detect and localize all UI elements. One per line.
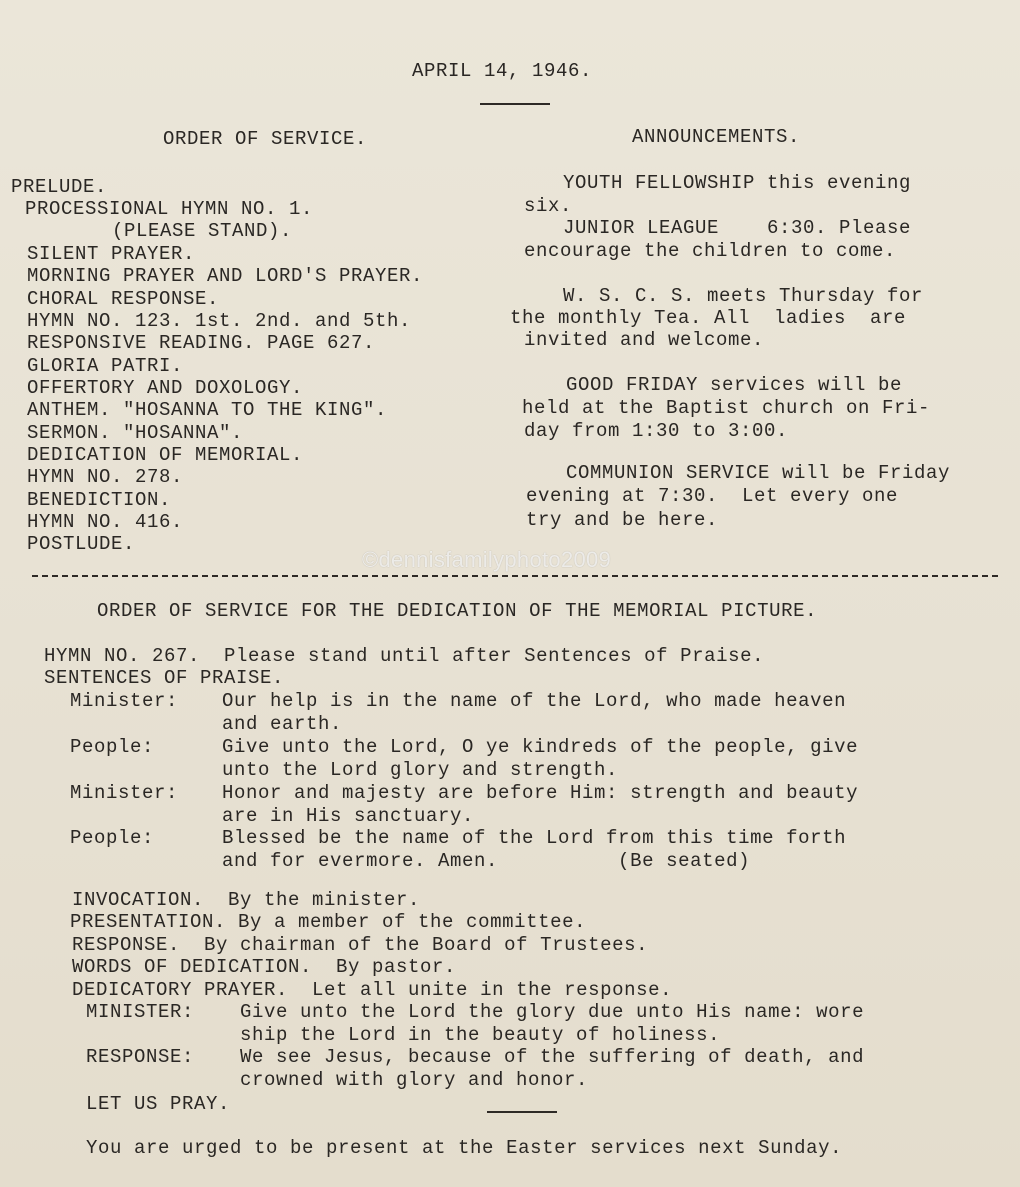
order-item: MORNING PRAYER AND LORD'S PRAYER. [27, 265, 424, 287]
dedication-title: ORDER OF SERVICE FOR THE DEDICATION OF THE MEMORIAL PICTURE. [97, 600, 818, 622]
announcement-line: day from 1:30 to 3:00. [524, 420, 789, 442]
prayer-line: We see Jesus, because of the suffering of death, and [240, 1046, 865, 1068]
litany-line: Give unto the Lord, O ye kindreds of the people, give [222, 736, 859, 758]
watermark: ©dennisfamilyphoto2009 [362, 547, 612, 572]
prayer-line: Give unto the Lord the glory due unto His name: wore [240, 1001, 865, 1023]
dedication-order-item: RESPONSE. By chairman of the Board of Trustees. [72, 934, 649, 956]
announcement-line: COMMUNION SERVICE will be Friday [566, 462, 951, 484]
order-item: PROCESSIONAL HYMN NO. 1. [25, 198, 314, 220]
dedication-order-item: PRESENTATION. By a member of the committee. [70, 911, 587, 933]
order-item: HYMN NO. 416. [27, 511, 184, 533]
announcement-line: GOOD FRIDAY services will be [566, 374, 903, 396]
order-item: SERMON. "HOSANNA". [27, 422, 244, 444]
announcement-line: YOUTH FELLOWSHIP this evening [563, 172, 912, 194]
litany-speaker: Minister: [70, 690, 179, 712]
announcement-line: evening at 7:30. Let every one [526, 485, 899, 507]
litany-line: and earth. [222, 713, 343, 735]
dedication-order-item: DEDICATORY PRAYER. Let all unite in the response. [72, 979, 673, 1001]
litany-line: Blessed be the name of the Lord from this time forth [222, 827, 847, 849]
litany-line: Honor and majesty are before Him: strength and beauty [222, 782, 859, 804]
announcement-line: six. [524, 195, 573, 217]
order-item: ANTHEM. "HOSANNA TO THE KING". [27, 399, 388, 421]
litany-speaker: People: [70, 827, 155, 849]
section-divider [32, 575, 998, 577]
litany-line: are in His sanctuary. [222, 805, 475, 827]
announcement-line: invited and welcome. [524, 329, 765, 351]
litany-speaker: People: [70, 736, 155, 758]
sentences-heading: SENTENCES OF PRAISE. [44, 667, 285, 689]
litany-line: and for evermore. Amen. (Be seated) [222, 850, 751, 872]
order-item: DEDICATION OF MEMORIAL. [27, 444, 304, 466]
let-us-pray: LET US PRAY. [86, 1093, 231, 1115]
closing-rule [487, 1111, 557, 1113]
order-item: OFFERTORY AND DOXOLOGY. [27, 377, 304, 399]
order-item: GLORIA PATRI. [27, 355, 184, 377]
announcements-heading: ANNOUNCEMENTS. [632, 126, 801, 148]
order-item: HYMN NO. 278. [27, 466, 184, 488]
announcement-line: encourage the children to come. [524, 240, 897, 262]
prayer-line: crowned with glory and honor. [240, 1069, 589, 1091]
order-item: SILENT PRAYER. [27, 243, 196, 265]
order-item: POSTLUDE. [27, 533, 136, 555]
prayer-speaker: MINISTER: [86, 1001, 195, 1023]
order-of-service-heading: ORDER OF SERVICE. [163, 128, 368, 150]
dedication-order-item: INVOCATION. By the minister. [72, 889, 421, 911]
order-item: RESPONSIVE READING. PAGE 627. [27, 332, 376, 354]
litany-line: Our help is in the name of the Lord, who made heaven [222, 690, 847, 712]
announcement-line: held at the Baptist church on Fri- [522, 397, 931, 419]
order-item: CHORAL RESPONSE. [27, 288, 220, 310]
litany-speaker: Minister: [70, 782, 179, 804]
date-underline [480, 103, 550, 105]
order-item: PRELUDE. [11, 176, 108, 198]
prayer-line: ship the Lord in the beauty of holiness. [240, 1024, 721, 1046]
announcement-line: try and be here. [526, 509, 719, 531]
announcement-line: W. S. C. S. meets Thursday for [563, 285, 924, 307]
announcement-line: JUNIOR LEAGUE 6:30. Please [563, 217, 912, 239]
dedication-hymn: HYMN NO. 267. Please stand until after Sentences of Praise. [44, 645, 765, 667]
order-item: BENEDICTION. [27, 489, 172, 511]
order-item: (PLEASE STAND). [112, 220, 293, 242]
order-item: HYMN NO. 123. 1st. 2nd. and 5th. [27, 310, 412, 332]
announcement-line: the monthly Tea. All ladies are [510, 307, 907, 329]
closing-note: You are urged to be present at the Easter services next Sunday. [86, 1137, 843, 1159]
prayer-speaker: RESPONSE: [86, 1046, 195, 1068]
bulletin-date: APRIL 14, 1946. [412, 60, 593, 82]
litany-line: unto the Lord glory and strength. [222, 759, 619, 781]
dedication-order-item: WORDS OF DEDICATION. By pastor. [72, 956, 457, 978]
